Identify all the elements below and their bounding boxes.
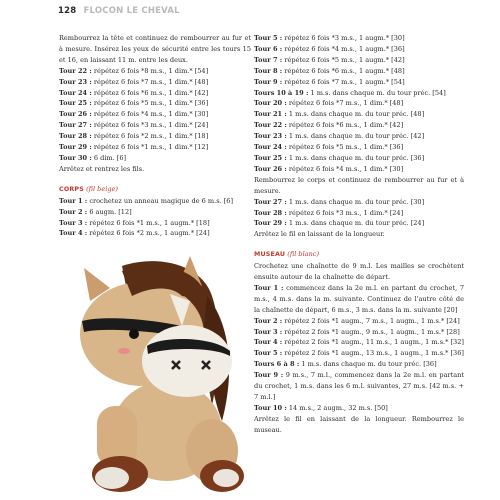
section-title: MUSEAU [254, 251, 286, 259]
pattern-row: Tour 30 : 6 dim. [6] [59, 153, 127, 162]
section-title: CORPS [59, 185, 84, 193]
pattern-row: Tour 1 : crochetez un anneau magique de 6 m.s. [6] [59, 196, 234, 205]
right-column [254, 33, 464, 436]
pattern-row: Tour 29 : répétez 6 fois *1 m.s., 1 dim.* [12] [59, 143, 209, 152]
pattern-row: Tour 20 : répétez 6 fois *7 m.s., 1 dim.* [48] [254, 99, 404, 108]
pattern-row: Tour 24 : répétez 6 fois *5 m.s., 1 dim.* [36] [254, 143, 404, 152]
pattern-row: Tour 2 : 6 augm. [12] [59, 207, 132, 216]
horse-photo [62, 256, 252, 500]
back-hoof-sole [213, 469, 239, 487]
pattern-row: Tour 23 : 1 m.s. dans chaque m. du tour préc. [42] [254, 132, 425, 141]
pattern-row: Tour 3 : répétez 6 fois *1 m.s., 1 augm.* [18] [59, 218, 210, 227]
pattern-row: Tour 29 : 1 m.s. dans chaque m. du tour préc. [24] [254, 219, 425, 228]
pattern-row: Tour 4 : répétez 6 fois *2 m.s., 1 augm.* [24] [59, 229, 210, 238]
pattern-row: Tours 6 à 8 : 1 m.s. dans chaque m. du tour préc. [36] [254, 360, 437, 369]
pattern-row: Tour 28 : répétez 6 fois *2 m.s., 1 dim.* [18] [59, 132, 209, 141]
section-heading-corps [59, 184, 251, 196]
pattern-row: Tour 25 : répétez 6 fois *5 m.s., 1 dim.* [36] [59, 99, 209, 108]
eye [129, 329, 139, 339]
pattern-row: Tours 10 à 19 : 1 m.s. dans chaque m. du tour préc. [54] [254, 88, 446, 97]
pattern-row: Tour 21 : 1 m.s. dans chaque m. du tour préc. [48] [254, 110, 425, 119]
head-outro: Arrêtez et rentrez les fils. [59, 164, 145, 173]
pattern-row: Tour 27 : 1 m.s. dans chaque m. du tour préc. [30] [254, 197, 425, 206]
head-rows [59, 66, 251, 164]
book-title: FLOCON LE CHEVAL [83, 6, 180, 16]
pattern-row: Tour 10 : 14 m.s., 2 augm., 32 m.s. [50] [254, 403, 388, 412]
pattern-row: Tour 1 : commencez dans la 2e m.l. en partant du crochet, 7 m.s., 4 m.s. dans la m. suivante. Continuez de l'autre côté de la chaînette de départ, 6 m.s., 3 m.s. dans la m. suivante [20] [254, 283, 464, 314]
section-subtitle: (fil beige) [83, 184, 118, 193]
museau-end: Arrêtez le fil en laissant de la longueur. Rembourrez le museau. [254, 414, 464, 434]
pattern-row: Tour 5 : répétez 2 fois *1 augm., 13 m.s., 1 augm., 1 m.s.* [36] [254, 349, 464, 358]
pattern-row: Tour 26 : répétez 6 fois *4 m.s., 1 dim.* [30] [254, 164, 404, 173]
page-header [58, 6, 180, 16]
pattern-row: Tour 9 : 9 m.s., 7 m.l., commencez dans la 2e m.l. en partant du crochet, 1 m.s. dans les 6 m.l. suivantes, 27 m.s. [42 m.s. + 7 m.l.] [254, 371, 464, 401]
front-hoof-sole [95, 467, 129, 489]
pattern-row: Tour 24 : répétez 6 fois *6 m.s., 1 dim.* [42] [59, 88, 209, 97]
pattern-row: Tour 3 : répétez 2 fois *1 augm., 9 m.s., 1 augm., 1 m.s.* [28] [254, 327, 460, 336]
page-number: 128 [58, 6, 77, 16]
pattern-row: Tour 6 : répétez 6 fois *4 m.s., 1 augm.* [36] [254, 44, 405, 53]
pattern-row: Tour 26 : répétez 6 fois *4 m.s., 1 dim.* [30] [59, 110, 209, 119]
pattern-row: Tour 4 : répétez 2 fois *1 augm., 11 m.s., 1 augm., 1 m.s.* [32] [254, 338, 464, 347]
pattern-row: Tour 23 : répétez 6 fois *7 m.s., 1 dim.* [48] [59, 77, 209, 86]
pattern-row: Tour 27 : répétez 6 fois *3 m.s., 1 dim.* [24] [59, 121, 209, 130]
pattern-row: Tour 22 : répétez 6 fois *6 m.s., 1 dim.* [42] [254, 121, 404, 130]
muzzle [142, 325, 232, 397]
pattern-row: Tour 28 : répétez 6 fois *3 m.s., 1 dim.* [24] [254, 208, 404, 217]
pattern-row: Tour 8 : répétez 6 fois *6 m.s., 1 augm.* [48] [254, 66, 405, 75]
section-subtitle: (fil blanc) [285, 250, 320, 259]
pattern-row: Tour 22 : répétez 6 fois *8 m.s., 1 dim.* [54] [59, 66, 209, 75]
stuff-note: Rembourrez le corps et continuez de rembourrer au fur et à mesure. [254, 175, 464, 195]
pattern-row: Tour 2 : répétez 2 fois *1 augm., 7 m.s., 1 augm., 1 m.s.* [24] [254, 316, 460, 325]
left-column [59, 33, 251, 239]
cheek [118, 348, 130, 354]
end-note: Arrêtez le fil en laissant de la longueur. [254, 230, 385, 239]
pattern-row: Tour 25 : 1 m.s. dans chaque m. du tour préc. [36] [254, 153, 425, 162]
section-heading-museau [254, 249, 464, 261]
pattern-row: Tour 7 : répétez 6 fois *5 m.s., 1 augm.* [42] [254, 55, 405, 64]
pattern-row: Tour 9 : répétez 6 fois *7 m.s., 1 augm.* [54] [254, 77, 405, 86]
pattern-row: Tour 5 : répétez 6 fois *3 m.s., 1 augm.* [30] [254, 34, 405, 42]
museau-intro: Crochetez une chaînette de 9 m.l. Les mailles se crochètent ensuite autour de la chaînette de départ. [254, 262, 464, 282]
head-intro: Rembourrez la tête et continuez de rembourrer au fur et à mesure. Insérez les yeux de sécurité entre les tours 15 et 16, en laissant 11 m. entre les deux. [59, 34, 251, 64]
